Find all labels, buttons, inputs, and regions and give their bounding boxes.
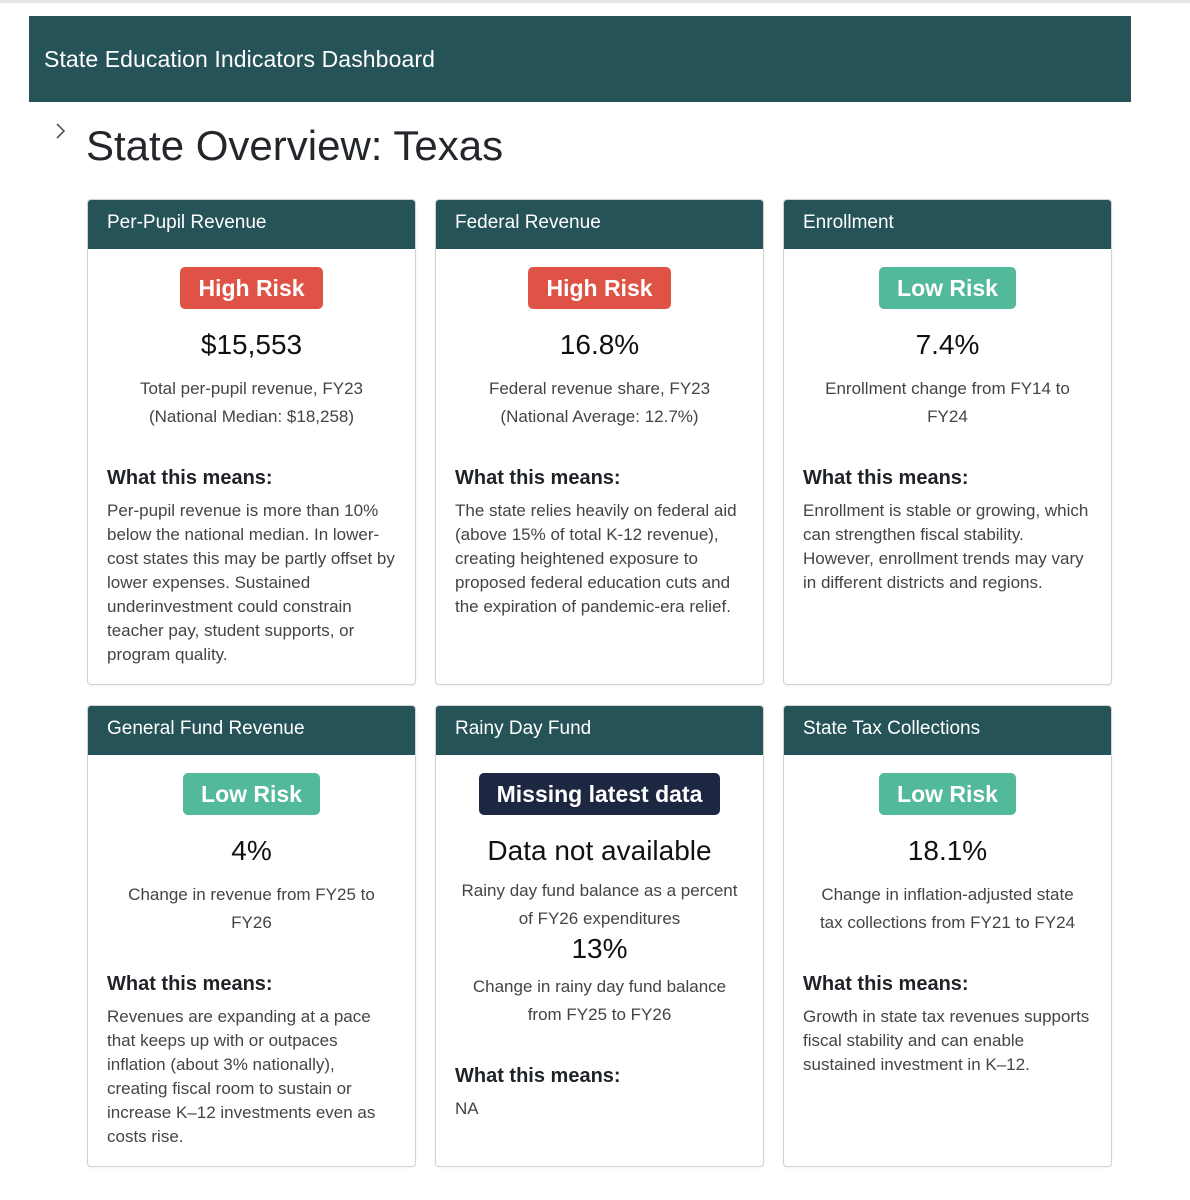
indicator-description: Change in inflation-adjusted state tax collections from FY21 to FY24 — [819, 885, 1076, 932]
risk-badge: Low Risk — [879, 267, 1016, 309]
indicator-value: 7.4% — [915, 329, 980, 360]
card-state-tax-collections — [783, 705, 1112, 1167]
risk-badge: Low Risk — [183, 773, 320, 815]
means-text: NA — [455, 1099, 479, 1118]
risk-badge: Low Risk — [879, 773, 1016, 815]
indicator-description: Rainy day fund balance as a percent of FY26 expenditures — [461, 881, 738, 928]
means-heading: What this means: — [455, 467, 621, 489]
risk-badge: High Risk — [180, 267, 322, 309]
card-enrollment — [783, 199, 1112, 685]
card-title: Rainy Day Fund — [436, 706, 763, 755]
risk-badge: High Risk — [528, 267, 670, 309]
means-text: Revenues are expanding at a pace that keeps up with or outpaces inflation (about 3% nationally), creating fiscal room to sustain or increase K–12 investments even as costs rise. — [107, 1007, 376, 1146]
card-title: Enrollment — [784, 200, 1111, 249]
indicator-description: Federal revenue share, FY23 (National Average: 12.7%) — [488, 379, 711, 426]
means-heading: What this means: — [455, 1065, 621, 1087]
card-title: State Tax Collections — [784, 706, 1111, 755]
means-text: The state relies heavily on federal aid (above 15% of total K-12 revenue), creating heightened exposure to proposed federal education cuts and the expiration of pandemic-era relief. — [455, 501, 737, 616]
indicator-description: Change in revenue from FY25 to FY26 — [128, 885, 375, 932]
card-per-pupil-revenue — [87, 199, 416, 685]
means-text: Per-pupil revenue is more than 10% below the national median. In lower-cost states this may be partly offset by lower expenses. Sustained underinvestment could constrain teacher pay, student supports, or program quality. — [107, 501, 395, 664]
means-text: Enrollment is stable or growing, which can strengthen fiscal stability. However, enrollment trends may vary in different districts and regions. — [803, 501, 1089, 592]
means-heading: What this means: — [803, 973, 969, 995]
card-federal-revenue — [435, 199, 764, 685]
dashboard-header — [29, 16, 1131, 102]
page-title: State Overview: Texas — [86, 122, 504, 169]
risk-badge: Missing latest data — [479, 773, 721, 815]
card-title: Federal Revenue — [436, 200, 763, 249]
indicator-description: Enrollment change from FY14 to FY24 — [825, 379, 1070, 426]
indicator-value: 16.8% — [559, 329, 640, 360]
indicator-value: 4% — [231, 835, 272, 866]
means-heading: What this means: — [107, 467, 273, 489]
indicator-value: $15,553 — [200, 329, 303, 360]
dashboard-title: State Education Indicators Dashboard — [44, 45, 436, 72]
card-title: Per-Pupil Revenue — [88, 200, 415, 249]
indicator-grid — [87, 199, 1112, 1167]
means-text: Growth in state tax revenues supports fiscal stability and can enable sustained investment in K–12. — [803, 1007, 1090, 1074]
indicator-value: 18.1% — [907, 835, 988, 866]
card-general-fund-revenue — [87, 705, 416, 1167]
indicator-description: Total per-pupil revenue, FY23 (National Median: $18,258) — [139, 379, 364, 426]
top-border — [0, 0, 1190, 3]
indicator-value: Data not available — [487, 835, 712, 866]
chevron-right-icon[interactable] — [52, 120, 70, 142]
means-heading: What this means: — [803, 467, 969, 489]
card-rainy-day-fund — [435, 705, 764, 1167]
card-title: General Fund Revenue — [88, 706, 415, 755]
secondary-description: Change in rainy day fund balance from FY25 to FY26 — [472, 977, 727, 1024]
secondary-value: 13% — [571, 933, 628, 964]
means-heading: What this means: — [107, 973, 273, 995]
